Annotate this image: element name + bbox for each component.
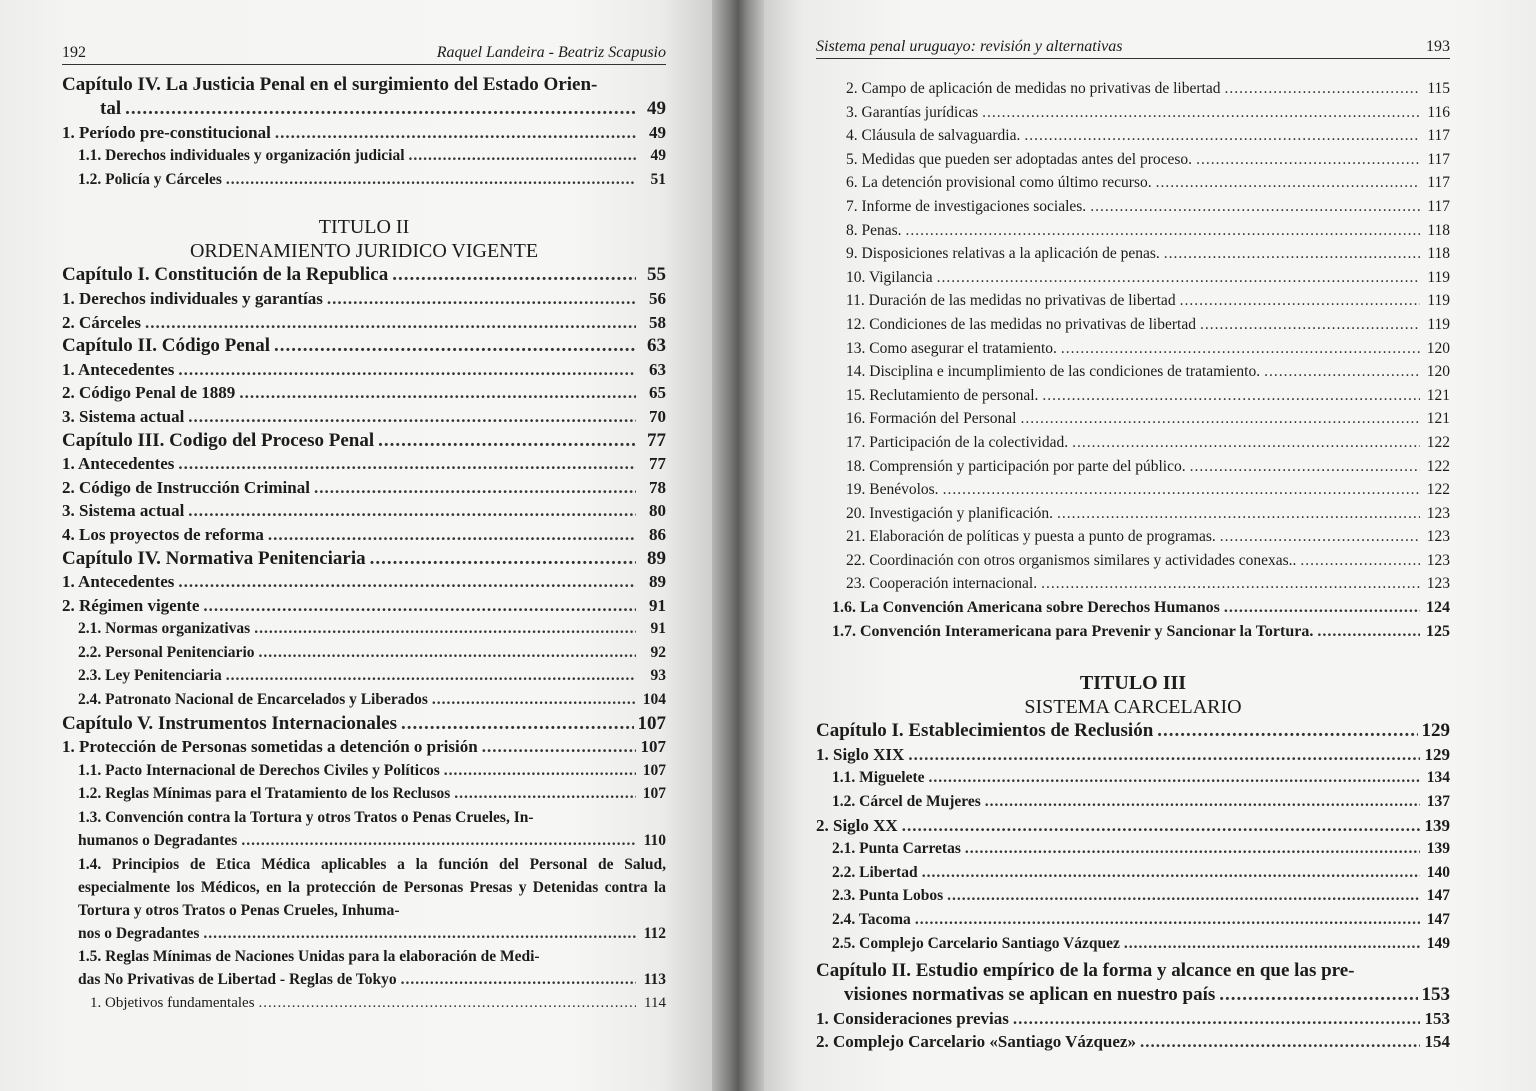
leader-dots <box>929 766 1420 790</box>
toc-entry <box>816 219 1450 243</box>
page-number: 192 <box>62 44 86 61</box>
page-ref: 58 <box>649 312 666 332</box>
page-ref: 91 <box>649 595 666 615</box>
toc-entry <box>816 124 1450 148</box>
toc-entry <box>816 407 1450 431</box>
toc-entry <box>62 523 666 547</box>
entry-title: 2.2. Personal Penitenciario <box>78 643 255 661</box>
leader-dots <box>985 790 1420 814</box>
toc-entry <box>816 620 1450 644</box>
entry-title: 11. Duración de las medidas no privativas de libertad <box>846 292 1176 310</box>
leader-dots <box>178 570 636 594</box>
toc-entry <box>62 617 666 641</box>
leader-dots <box>906 219 1420 243</box>
entry-title: 20. Investigación y planificación. <box>846 504 1054 522</box>
toc-entry <box>62 263 666 287</box>
leader-dots <box>947 884 1420 908</box>
toc-entry <box>62 405 666 429</box>
leader-dots <box>922 861 1420 885</box>
entry-title: 1. Protección de Personas sometidas a detención o prisión <box>62 737 478 757</box>
page-ref: 140 <box>1426 863 1450 881</box>
entry-title: 4. Los proyectos de reforma <box>62 524 264 544</box>
entry-title: Capítulo I. Constitución de la Republica <box>62 264 389 286</box>
leader-dots <box>1190 455 1420 479</box>
entry-title: 1. Siglo XIX <box>816 744 905 764</box>
entry-title: 2. Código de Instrucción Criminal <box>62 477 310 497</box>
entry-title: 3. Garantías jurídicas <box>846 103 979 121</box>
leader-dots <box>943 478 1420 502</box>
page-ref: 139 <box>1424 815 1450 835</box>
page-ref: 107 <box>642 761 666 779</box>
toc-entry <box>816 1030 1450 1054</box>
entry-title: 19. Benévolos. <box>846 481 939 499</box>
table-of-contents <box>62 73 666 1015</box>
entry-title: 1.1. Miguelete <box>832 769 925 787</box>
toc-entry <box>816 932 1450 956</box>
entry-title: 2.5. Complejo Carcelario Santiago Vázquez <box>832 934 1120 952</box>
toc-entry <box>816 455 1450 479</box>
toc-entry <box>62 570 666 594</box>
toc-entry: 1. Período pre-constitucional ..... 49 <box>62 121 666 145</box>
page-ref: 110 <box>643 832 666 850</box>
page-ref: 107 <box>637 712 666 734</box>
toc-entry-line: Capítulo IV. La Justicia Penal en el surgimiento del Estado Orien- <box>62 74 598 95</box>
toc-list <box>816 719 1450 955</box>
leader-dots <box>982 101 1420 125</box>
entry-title: 2.3. Punta Lobos <box>832 887 944 905</box>
toc-entry <box>62 547 666 571</box>
leader-dots <box>1220 525 1420 549</box>
toc-list <box>816 1007 1450 1054</box>
leader-dots <box>125 97 636 121</box>
page-ref: 78 <box>649 477 666 497</box>
toc-entry <box>62 641 666 665</box>
toc-entry <box>816 861 1450 885</box>
leader-dots <box>908 743 1420 767</box>
leader-dots <box>902 814 1420 838</box>
toc-entry <box>816 549 1450 573</box>
entry-title: 1.2. Reglas Mínimas para el Tratamiento de los Reclusos <box>78 785 451 803</box>
page-ref: 120 <box>1426 363 1450 381</box>
entry-title: 2. Siglo XX <box>816 815 898 835</box>
page-ref: 119 <box>1427 268 1450 286</box>
entry-title: 12. Condiciones de las medidas no privativas de libertad <box>846 315 1196 333</box>
leader-dots <box>1042 384 1420 408</box>
toc-entry <box>816 337 1450 361</box>
page-ref: 129 <box>1421 720 1450 742</box>
leader-dots <box>1090 195 1420 219</box>
page-ref: 149 <box>1426 934 1450 952</box>
toc-entry <box>816 572 1450 596</box>
entry-title: 5. Medidas que pueden ser adoptadas antes del proceso. <box>846 150 1193 168</box>
toc-entry <box>816 837 1450 861</box>
page-ref: 56 <box>649 288 666 308</box>
leader-dots <box>1180 289 1420 313</box>
toc-entry <box>816 719 1450 743</box>
toc-list <box>816 77 1450 643</box>
leader-dots <box>1317 620 1420 644</box>
page-ref: 107 <box>640 737 666 757</box>
entry-title: 2.3. Ley Penitenciaria <box>78 667 222 685</box>
leader-dots <box>432 688 636 712</box>
toc-entry <box>62 759 666 783</box>
entry-title: 2. Código Penal de 1889 <box>62 383 236 403</box>
page-number: 193 <box>1426 38 1450 55</box>
leader-dots <box>370 547 636 571</box>
leader-dots <box>188 405 636 429</box>
toc-entry <box>816 525 1450 549</box>
leader-dots <box>378 429 636 453</box>
running-head: Sistema penal uruguayo: revisión y alternativas <box>816 38 1123 55</box>
leader-dots <box>1164 242 1420 266</box>
leader-dots <box>1200 313 1420 337</box>
page-ref: 147 <box>1426 911 1450 928</box>
page-ref: 63 <box>649 359 666 379</box>
toc-entry <box>62 782 666 806</box>
leader-dots <box>1156 171 1420 195</box>
page-ref: 49 <box>647 98 666 119</box>
page-ref: 70 <box>649 406 666 426</box>
leader-dots <box>482 735 636 759</box>
toc-entry <box>62 476 666 500</box>
leader-dots <box>1020 407 1420 431</box>
toc-entry <box>62 594 666 618</box>
entry-title: 1. Antecedentes <box>62 454 175 474</box>
leader-dots <box>1140 1030 1420 1054</box>
page-ref: 118 <box>1427 245 1450 263</box>
entry-title: 18. Comprensión y participación por parte del público. <box>846 457 1186 475</box>
toc-entry: 1.1. Derechos individuales y organización judicial ..... 49 <box>62 144 666 168</box>
entry-title: 3. Sistema actual <box>62 501 185 521</box>
page-ref: 123 <box>1426 575 1450 593</box>
left-page-header <box>62 44 666 65</box>
toc-entry: 1.4. Principios de Etica Médica aplicables a la función del Personal de Salud, especialmente los Médicos, en la protección de Personas Presas y Detenidas contra la Tortura y otros Tratos o Penas Crueles, Inhuma- nos o Degradantes ..... 112 <box>62 853 666 946</box>
toc-entry <box>816 171 1450 195</box>
page-ref: 153 <box>1421 984 1450 1006</box>
page-ref: 120 <box>1426 339 1450 357</box>
page-ref: 122 <box>1426 433 1450 451</box>
page-ref: 77 <box>649 454 666 474</box>
page-ref: 134 <box>1426 769 1450 787</box>
leader-dots <box>1157 719 1417 743</box>
toc-entry <box>62 452 666 476</box>
entry-title: 21. Elaboración de políticas y puesta a punto de programas. <box>846 528 1216 546</box>
toc-entry <box>816 360 1450 384</box>
toc-entry <box>816 77 1450 101</box>
toc-entry <box>62 381 666 405</box>
leader-dots <box>1224 596 1420 620</box>
entry-title: 1. Antecedentes <box>62 359 175 379</box>
leader-dots <box>1264 360 1420 384</box>
page-ref: 121 <box>1426 410 1450 428</box>
section-title: TITULO III <box>1079 672 1187 695</box>
page-ref: 118 <box>1427 221 1450 239</box>
page-ref: 117 <box>1427 174 1450 192</box>
toc-entry <box>816 884 1450 908</box>
entry-title: 1.7. Convención Interamericana para Prevenir y Sancionar la Tortura. <box>832 622 1314 640</box>
entry-title: Capítulo II. Código Penal <box>62 335 270 357</box>
entry-title: 2. Campo de aplicación de medidas no privativas de libertad <box>846 80 1221 97</box>
leader-dots <box>178 452 636 476</box>
entry-title: 1.1. Pacto Internacional de Derechos Civiles y Políticos <box>78 761 440 779</box>
page-ref: 65 <box>649 383 666 403</box>
toc-entry <box>816 101 1450 125</box>
toc-entry <box>62 735 666 759</box>
page-ref: 119 <box>1427 315 1450 333</box>
toc-entry <box>816 195 1450 219</box>
page-ref: 77 <box>647 429 666 451</box>
page-ref: 51 <box>650 170 666 188</box>
right-page-header <box>816 38 1450 59</box>
leader-dots <box>268 523 636 547</box>
toc-entry: 1.5. Reglas Mínimas de Naciones Unidas para la elaboración de Medi- das No Privativas de Libertad - Reglas de Tokyo ..... 113 <box>62 945 666 992</box>
leader-dots <box>188 499 636 523</box>
page-ref: 122 <box>1426 457 1450 475</box>
entry-title: 2. Régimen vigente <box>62 595 200 615</box>
entry-title: 2.4. Tacoma <box>832 911 911 928</box>
leader-dots <box>203 594 636 618</box>
leader-dots <box>937 266 1420 290</box>
entry-title: 3. Sistema actual <box>62 406 185 426</box>
table-of-contents <box>816 77 1450 1054</box>
page-ref: 123 <box>1426 551 1450 569</box>
toc-chapter-entry: Capítulo II. Estudio empírico de la forma y alcance en que las pre- visiones normativas se aplican en nuestro país ..... 153 <box>816 959 1450 1007</box>
leader-dots <box>454 782 636 806</box>
entry-title: Capítulo V. Instrumentos Internacionales <box>62 712 398 734</box>
page-ref: 139 <box>1426 840 1450 858</box>
entry-title: 2.1. Normas organizativas <box>78 620 251 638</box>
entry-title: 2.2. Libertad <box>832 863 918 881</box>
page-ref: 80 <box>649 501 666 521</box>
toc-entry: 1. Objetivos fundamentales ..... 114 <box>62 992 666 1016</box>
entry-title: 15. Reclutamiento de personal. <box>846 386 1039 404</box>
page-ref: 49 <box>649 122 666 142</box>
entry-title: 1.2. Cárcel de Mujeres <box>832 793 981 811</box>
page-ref: 112 <box>643 924 666 942</box>
entry-title: 17. Participación de la colectividad. <box>846 433 1069 451</box>
toc-entry <box>816 289 1450 313</box>
page-ref: 55 <box>647 264 666 286</box>
page-ref: 63 <box>647 335 666 357</box>
toc-entry <box>816 596 1450 620</box>
entry-title: 16. Formación del Personal <box>846 410 1017 428</box>
toc-entry <box>816 908 1450 932</box>
leader-dots <box>1224 77 1420 101</box>
toc-chapter-entry <box>62 73 666 121</box>
leader-dots <box>254 617 636 641</box>
page-ref: 122 <box>1426 481 1450 499</box>
left-page <box>0 0 712 1091</box>
toc-list <box>62 263 666 806</box>
entry-title: 2.4. Patronato Nacional de Encarcelados y Liberados <box>78 691 428 709</box>
toc-entry: 1.3. Convención contra la Tortura y otros Tratos o Penas Crueles, In- humanos o Degradantes ..... 110 <box>62 806 666 853</box>
section-subtitle: SISTEMA CARCELARIO <box>1024 696 1242 719</box>
leader-dots <box>274 334 636 358</box>
page-ref: 115 <box>1427 80 1450 97</box>
leader-dots <box>178 358 636 382</box>
leader-dots <box>444 759 636 783</box>
page-ref: 153 <box>1424 1008 1450 1028</box>
entry-title: Capítulo I. Establecimientos de Reclusión <box>816 720 1154 742</box>
leader-dots <box>1300 549 1420 573</box>
leader-dots <box>1024 124 1420 148</box>
entry-title: 2. Cárceles <box>62 312 141 332</box>
page-ref: 107 <box>642 785 666 803</box>
entry-title: Capítulo IV. Normativa Penitenciaria <box>62 547 366 569</box>
page-ref: 124 <box>1426 599 1450 617</box>
entry-title: 1. Antecedentes <box>62 572 175 592</box>
leader-dots <box>1072 431 1420 455</box>
leader-dots <box>915 908 1420 932</box>
page-ref: 147 <box>1426 887 1450 905</box>
leader-dots <box>1013 1007 1420 1031</box>
leader-dots <box>259 641 637 665</box>
page-ref: 117 <box>1427 197 1450 215</box>
toc-entry <box>62 334 666 358</box>
toc-entry <box>62 429 666 453</box>
page-ref: 123 <box>1426 528 1450 546</box>
toc-entry <box>62 712 666 736</box>
entry-title: 1. Derechos individuales y garantías <box>62 288 323 308</box>
section-title: TITULO II <box>318 216 410 239</box>
toc-entry <box>816 384 1450 408</box>
entry-title: 8. Penas. <box>846 221 902 239</box>
page-ref: 86 <box>649 524 666 544</box>
page-ref: 113 <box>643 971 666 989</box>
entry-title: 7. Informe de investigaciones sociales. <box>846 197 1087 215</box>
entry-title: 10. Vigilancia <box>846 268 933 286</box>
toc-entry-line: tal ..... 49 <box>62 97 666 121</box>
page-ref: 117 <box>1427 150 1450 168</box>
toc-entry <box>816 814 1450 838</box>
entry-title: 6. La detención provisional como último recurso. <box>846 174 1152 192</box>
toc-entry <box>816 431 1450 455</box>
toc-entry <box>816 790 1450 814</box>
toc-entry <box>816 502 1450 526</box>
leader-dots <box>1196 148 1420 172</box>
page-ref: 92 <box>650 643 666 661</box>
leader-dots <box>1041 572 1420 596</box>
toc-entry <box>816 743 1450 767</box>
leader-dots <box>1124 932 1420 956</box>
page-ref: 93 <box>650 667 666 685</box>
page-ref: 119 <box>1427 292 1450 310</box>
page-ref: 154 <box>1424 1032 1450 1052</box>
toc-entry <box>62 664 666 688</box>
toc-entry <box>62 311 666 335</box>
book-gutter <box>712 0 764 1091</box>
toc-entry <box>816 148 1450 172</box>
entry-title: Capítulo III. Codigo del Proceso Penal <box>62 429 375 451</box>
toc-entry <box>816 478 1450 502</box>
leader-dots <box>392 263 636 287</box>
entry-title: 1.6. La Convención Americana sobre Derechos Humanos <box>832 599 1220 617</box>
page-ref: 89 <box>647 547 666 569</box>
page-ref: 121 <box>1426 386 1450 404</box>
page-ref: 116 <box>1427 103 1450 121</box>
entry-title: 4. Cláusula de salvaguardia. <box>846 127 1021 145</box>
entry-title: 13. Como asegurar el tratamiento. <box>846 339 1057 357</box>
page-ref: 137 <box>1426 793 1450 811</box>
entry-title: 1. Consideraciones previas <box>816 1008 1009 1028</box>
leader-dots <box>314 476 636 500</box>
toc-entry <box>816 313 1450 337</box>
entry-title: 2.1. Punta Carretas <box>832 840 961 858</box>
leader-dots <box>226 664 636 688</box>
toc-entry: 1.2. Policía y Cárceles ..... 51 <box>62 168 666 192</box>
page-ref: 104 <box>642 691 666 709</box>
running-head: Raquel Landeira - Beatriz Scapusio <box>436 44 666 61</box>
toc-entry <box>62 358 666 382</box>
toc-entry <box>62 287 666 311</box>
toc-entry <box>816 242 1450 266</box>
entry-title: 2. Complejo Carcelario «Santiago Vázquez» <box>816 1032 1136 1052</box>
page-ref: 117 <box>1427 127 1450 145</box>
toc-entry <box>816 766 1450 790</box>
page-ref: 91 <box>650 620 666 638</box>
entry-title: 22. Coordinación con otros organismos similares y actividades conexas.. <box>846 551 1297 569</box>
toc-entry <box>62 688 666 712</box>
entry-title: 14. Disciplina e incumplimiento de las condiciones de tratamiento. <box>846 363 1261 381</box>
entry-title: 9. Disposiciones relativas a la aplicación de penas. <box>846 245 1160 263</box>
toc-entry <box>816 1007 1450 1031</box>
leader-dots <box>401 712 633 736</box>
leader-dots <box>1061 337 1420 361</box>
leader-dots <box>239 381 636 405</box>
leader-dots <box>145 311 636 335</box>
right-page <box>764 0 1536 1091</box>
page-ref: 89 <box>649 572 666 592</box>
toc-entry <box>62 499 666 523</box>
page-ref: 123 <box>1426 504 1450 522</box>
page-ref: 114 <box>644 994 666 1011</box>
page-ref: 125 <box>1426 622 1450 640</box>
page-ref: 49 <box>650 147 666 165</box>
leader-dots <box>1057 502 1420 526</box>
entry-title: 23. Cooperación internacional. <box>846 575 1038 593</box>
page-ref: 129 <box>1424 744 1450 764</box>
leader-dots <box>327 287 636 311</box>
toc-entry <box>816 266 1450 290</box>
section-subtitle: ORDENAMIENTO JURIDICO VIGENTE <box>189 240 539 263</box>
leader-dots <box>965 837 1420 861</box>
